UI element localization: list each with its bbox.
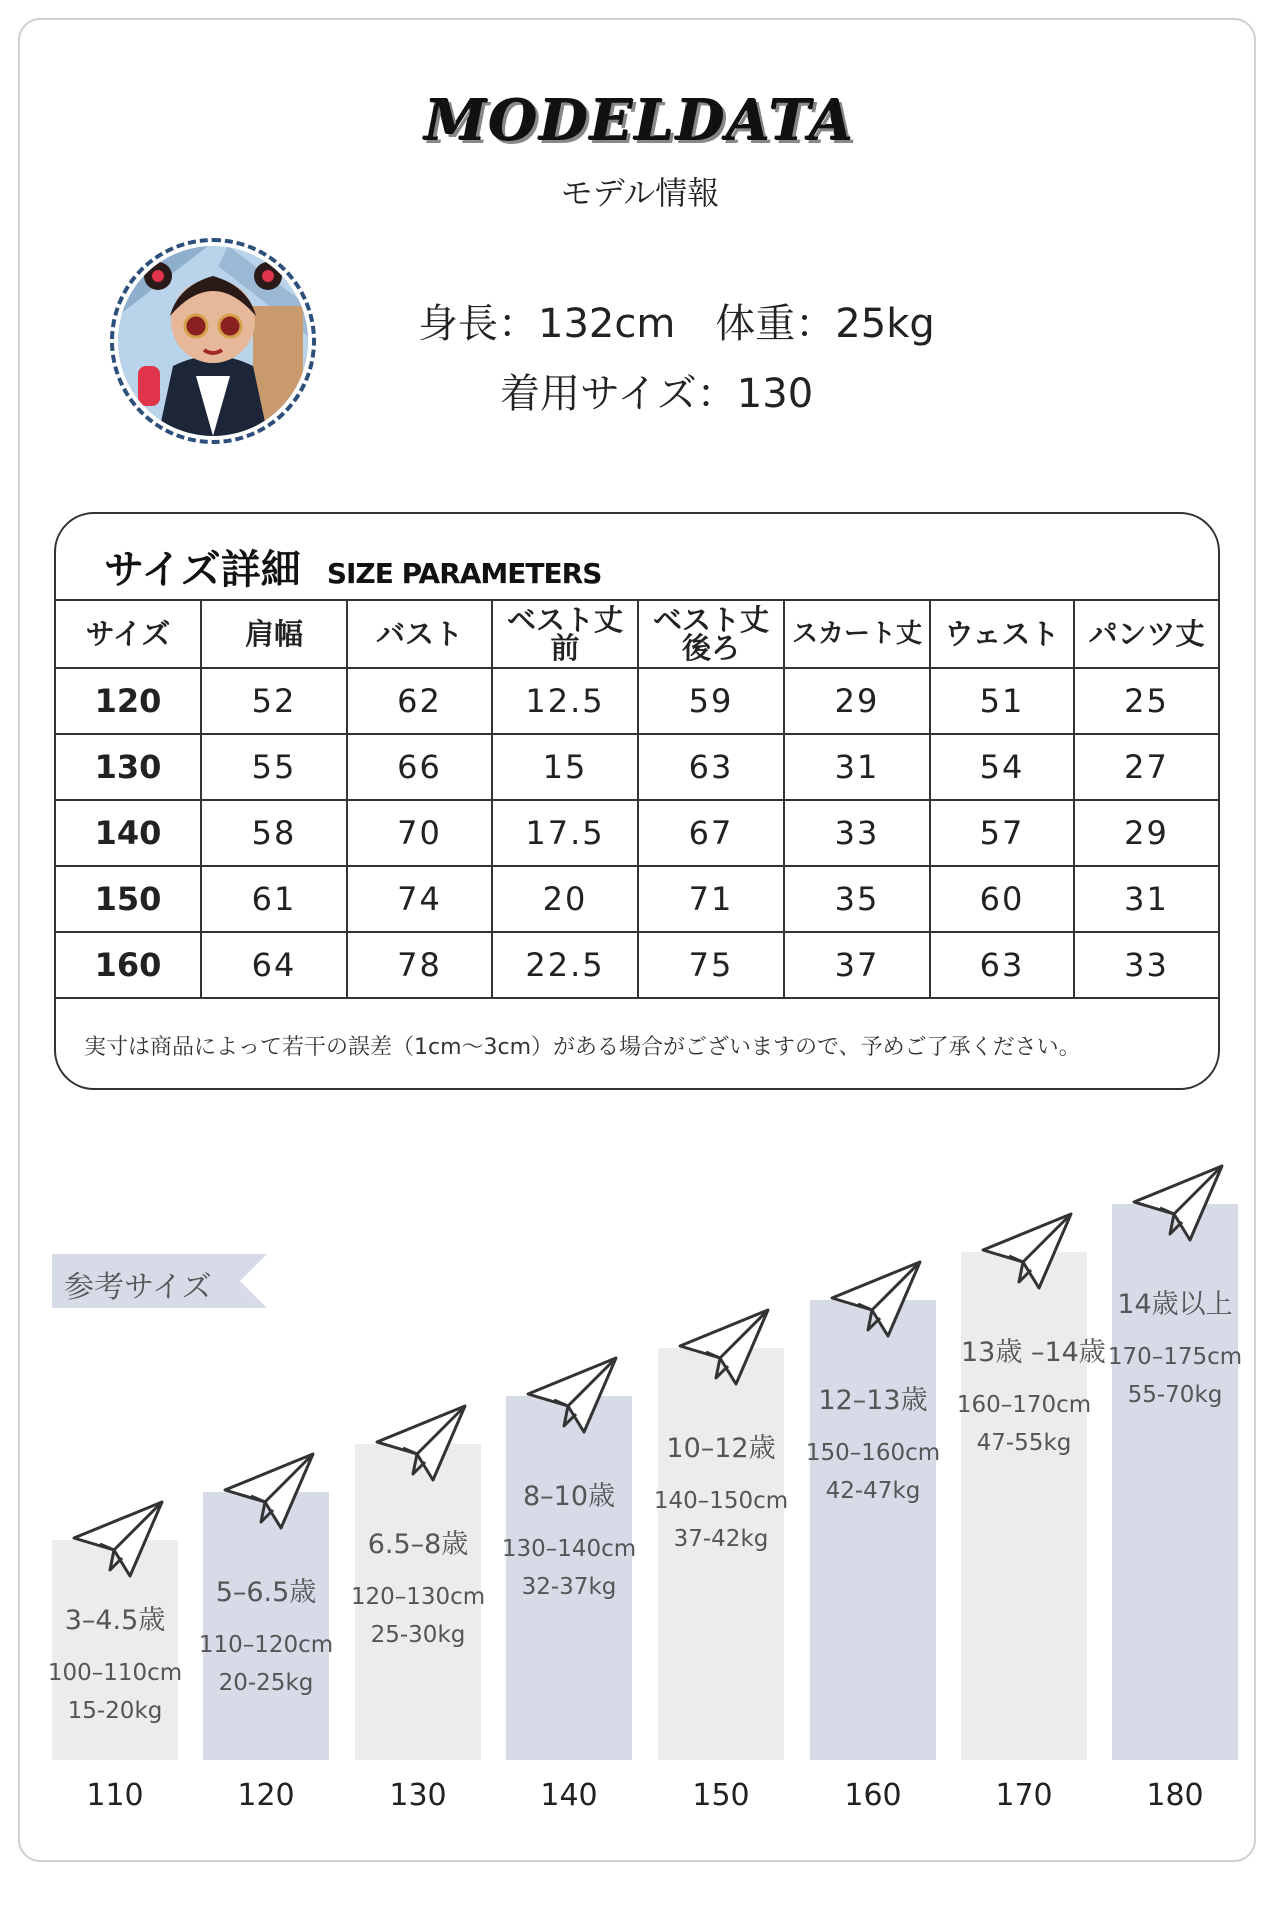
size-note: 実寸は商品によって若干の誤差（1cm〜3cm）がある場合がございますので、予めご了承ください。 <box>84 1035 1081 1060</box>
paper-plane-icon <box>524 1354 620 1442</box>
reference-age: 6.5–8歳 <box>367 1529 469 1560</box>
value-cell: 33 <box>784 800 930 866</box>
reference-size-label: 180 <box>1146 1778 1204 1813</box>
reference-size-label: 160 <box>844 1778 902 1813</box>
value-cell: 17.5 <box>492 800 638 866</box>
column-header: ウェスト <box>930 600 1074 668</box>
value-cell: 51 <box>930 668 1074 734</box>
model-data-title: MODELDATA <box>424 88 856 154</box>
value-cell: 15 <box>492 734 638 800</box>
reference-age: 8–10歳 <box>522 1481 616 1512</box>
reference-bar <box>956 1252 1106 1760</box>
size-parameters-panel <box>54 512 1220 1090</box>
reference-size-label: 参考サイズ <box>64 1270 212 1305</box>
reference-height: 100–110cm <box>47 1660 183 1686</box>
value-cell: 33 <box>1074 932 1218 998</box>
column-header: サイズ <box>56 600 201 668</box>
table-row <box>56 800 1218 866</box>
reference-height-weight <box>46 1654 184 1730</box>
table-row <box>56 734 1218 800</box>
paper-plane-icon <box>828 1258 924 1346</box>
value-cell: 74 <box>347 866 492 932</box>
reference-height: 130–140cm <box>501 1536 637 1562</box>
column-header: スカート丈 <box>784 600 930 668</box>
value-cell: 70 <box>347 800 492 866</box>
value-cell: 20 <box>492 866 638 932</box>
value-cell: 29 <box>784 668 930 734</box>
avatar <box>110 238 316 444</box>
value-cell: 57 <box>930 800 1074 866</box>
table-header-row <box>56 600 1218 668</box>
value-cell: 37 <box>784 932 930 998</box>
reference-weight: 47-55kg <box>976 1430 1072 1456</box>
reference-size-tag <box>52 1254 267 1308</box>
reference-height: 140–150cm <box>653 1488 789 1514</box>
reference-size-label: 170 <box>995 1778 1053 1813</box>
reference-height: 110–120cm <box>198 1632 334 1658</box>
value-cell: 63 <box>930 932 1074 998</box>
reference-weight: 15-20kg <box>67 1698 163 1724</box>
value-cell: 12.5 <box>492 668 638 734</box>
value-cell: 67 <box>638 800 784 866</box>
value-cell: 31 <box>784 734 930 800</box>
value-cell: 64 <box>201 932 347 998</box>
value-cell: 63 <box>638 734 784 800</box>
reference-height-weight <box>349 1578 487 1654</box>
size-cell: 160 <box>56 932 201 998</box>
value-cell: 60 <box>930 866 1074 932</box>
value-cell: 31 <box>1074 866 1218 932</box>
size-heading-jp: サイズ詳細 <box>104 547 301 593</box>
value-cell: 27 <box>1074 734 1218 800</box>
reference-age: 10–12歳 <box>666 1433 776 1464</box>
reference-weight: 25-30kg <box>370 1622 466 1648</box>
value-cell: 35 <box>784 866 930 932</box>
model-wearing-size: 着用サイズ：130 <box>500 371 814 417</box>
reference-height-weight <box>500 1530 638 1606</box>
value-cell: 25 <box>1074 668 1218 734</box>
size-cell: 150 <box>56 866 201 932</box>
model-height-weight: 身長：132cm 体重：25kg <box>418 301 935 347</box>
reference-bar <box>653 1348 789 1760</box>
size-cell: 140 <box>56 800 201 866</box>
column-header: バスト <box>347 600 492 668</box>
reference-weight: 55-70kg <box>1127 1382 1223 1408</box>
reference-size-label: 110 <box>86 1778 144 1813</box>
size-cell: 130 <box>56 734 201 800</box>
reference-bar <box>1107 1204 1243 1760</box>
paper-plane-icon <box>221 1450 317 1538</box>
value-cell: 54 <box>930 734 1074 800</box>
size-parameters-table <box>56 599 1218 999</box>
column-header: ベスト丈 前 <box>492 600 638 668</box>
size-parameters-heading <box>104 538 601 595</box>
value-cell: 75 <box>638 932 784 998</box>
value-cell: 55 <box>201 734 347 800</box>
reference-age: 14歳以上 <box>1117 1289 1233 1320</box>
reference-height-weight <box>955 1386 1093 1462</box>
reference-height: 150–160cm <box>805 1440 941 1466</box>
value-cell: 52 <box>201 668 347 734</box>
table-row <box>56 866 1218 932</box>
table-row <box>56 932 1218 998</box>
reference-bar <box>501 1396 637 1760</box>
reference-age: 13歳 –14歳 <box>961 1337 1106 1368</box>
paper-plane-icon <box>70 1498 166 1586</box>
reference-age: 3–4.5歳 <box>64 1605 166 1636</box>
value-cell: 62 <box>347 668 492 734</box>
model-data-subtitle: モデル情報 <box>560 174 720 212</box>
reference-weight: 42-47kg <box>825 1478 921 1504</box>
column-header: ベスト丈 後ろ <box>638 600 784 668</box>
reference-age: 5–6.5歳 <box>215 1577 317 1608</box>
reference-age: 12–13歳 <box>818 1385 928 1416</box>
reference-weight: 32-37kg <box>521 1574 617 1600</box>
reference-height: 170–175cm <box>1107 1344 1243 1370</box>
value-cell: 22.5 <box>492 932 638 998</box>
value-cell: 59 <box>638 668 784 734</box>
reference-height: 160–170cm <box>956 1392 1092 1418</box>
size-heading-en: SIZE PARAMETERS <box>326 557 602 590</box>
reference-weight: 37-42kg <box>673 1526 769 1552</box>
reference-size-label: 150 <box>692 1778 750 1813</box>
reference-height-weight <box>197 1626 335 1702</box>
paper-plane-icon <box>1130 1162 1226 1250</box>
reference-size-label: 120 <box>237 1778 295 1813</box>
table-row <box>56 668 1218 734</box>
avatar-dashed-ring <box>110 238 316 444</box>
reference-weight: 20-25kg <box>218 1670 314 1696</box>
value-cell: 29 <box>1074 800 1218 866</box>
size-cell: 120 <box>56 668 201 734</box>
column-header: 肩幅 <box>201 600 347 668</box>
value-cell: 71 <box>638 866 784 932</box>
reference-bar <box>805 1300 941 1760</box>
column-header: パンツ丈 <box>1074 600 1218 668</box>
reference-size-label: 130 <box>389 1778 447 1813</box>
paper-plane-icon <box>676 1306 772 1394</box>
reference-height: 120–130cm <box>350 1584 486 1610</box>
value-cell: 61 <box>201 866 347 932</box>
value-cell: 66 <box>347 734 492 800</box>
reference-height-weight <box>1106 1338 1244 1414</box>
reference-height-weight <box>804 1434 942 1510</box>
reference-bar <box>350 1444 486 1760</box>
paper-plane-icon <box>373 1402 469 1490</box>
reference-height-weight <box>652 1482 790 1558</box>
reference-size-label: 140 <box>540 1778 598 1813</box>
value-cell: 58 <box>201 800 347 866</box>
paper-plane-icon <box>979 1210 1075 1298</box>
value-cell: 78 <box>347 932 492 998</box>
